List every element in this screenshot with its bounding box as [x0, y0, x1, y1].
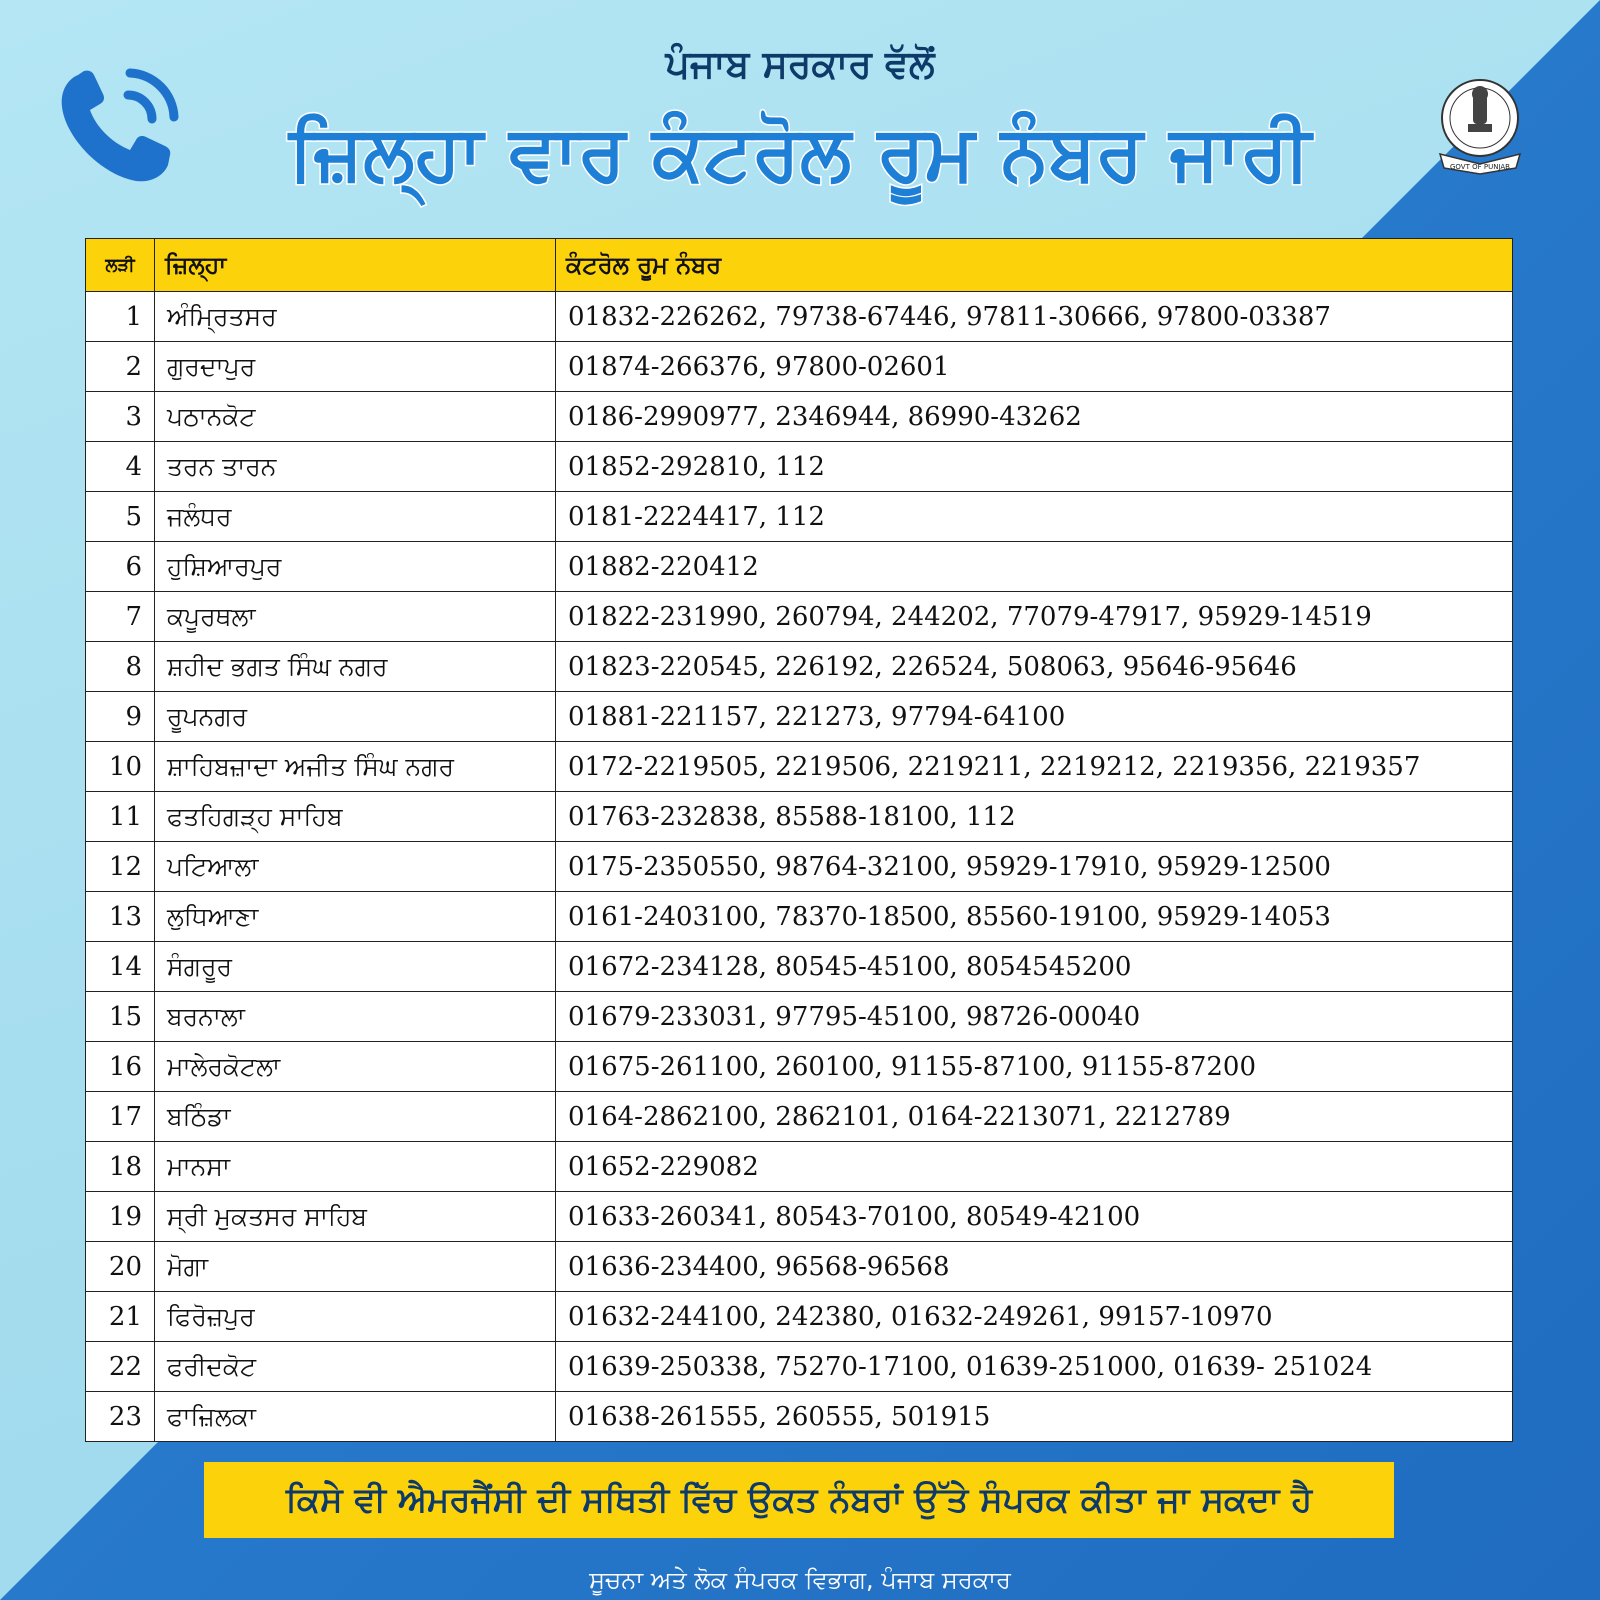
table-row — [86, 642, 1513, 692]
numbers-cell: 01822-231990, 260794, 244202, 77079-47917, 95929-14519 — [556, 592, 1513, 642]
district-cell: ਪਠਾਨਕੋਟ — [155, 392, 556, 442]
serial-cell: 22 — [86, 1342, 155, 1392]
serial-cell: 17 — [86, 1092, 155, 1142]
table-row — [86, 842, 1513, 892]
district-cell: ਕਪੂਰਥਲਾ — [155, 592, 556, 642]
numbers-cell: 01672-234128, 80545-45100, 8054545200 — [556, 942, 1513, 992]
district-cell: ਜਲੰਧਰ — [155, 492, 556, 542]
table-row — [86, 1142, 1513, 1192]
district-cell: ਤਰਨ ਤਾਰਨ — [155, 442, 556, 492]
numbers-cell: 0164-2862100, 2862101, 0164-2213071, 2212789 — [556, 1092, 1513, 1142]
column-header-numbers: ਕੰਟਰੋਲ ਰੂਮ ਨੰਬਰ — [556, 239, 1513, 292]
numbers-cell: 01636-234400, 96568-96568 — [556, 1242, 1513, 1292]
table-row — [86, 1292, 1513, 1342]
numbers-cell: 01638-261555, 260555, 501915 — [556, 1392, 1513, 1442]
district-cell: ਰੂਪਨਗਰ — [155, 692, 556, 742]
table-row — [86, 492, 1513, 542]
district-cell: ਮਾਲੇਰਕੋਟਲਾ — [155, 1042, 556, 1092]
numbers-cell: 01881-221157, 221273, 97794-64100 — [556, 692, 1513, 742]
numbers-cell: 01633-260341, 80543-70100, 80549-42100 — [556, 1192, 1513, 1242]
table-row — [86, 392, 1513, 442]
serial-cell: 12 — [86, 842, 155, 892]
table-row — [86, 592, 1513, 642]
column-header-district: ਜ਼ਿਲ੍ਹਾ — [155, 239, 556, 292]
serial-cell: 19 — [86, 1192, 155, 1242]
district-cell: ਸ਼ਹੀਦ ਭਗਤ ਸਿੰਘ ਨਗਰ — [155, 642, 556, 692]
district-cell: ਹੁਸ਼ਿਆਰਪੁਰ — [155, 542, 556, 592]
table-row — [86, 292, 1513, 342]
serial-cell: 5 — [86, 492, 155, 542]
district-cell: ਫਤਹਿਗੜ੍ਹ ਸਾਹਿਬ — [155, 792, 556, 842]
serial-cell: 11 — [86, 792, 155, 842]
numbers-cell: 01874-266376, 97800-02601 — [556, 342, 1513, 392]
subtitle: ਪੰਜਾਬ ਸਰਕਾਰ ਵੱਲੋਂ — [665, 42, 935, 86]
serial-cell: 8 — [86, 642, 155, 692]
table-row — [86, 892, 1513, 942]
table-row — [86, 342, 1513, 392]
district-cell: ਮੋਗਾ — [155, 1242, 556, 1292]
numbers-cell: 0172-2219505, 2219506, 2219211, 2219212, 2219356, 2219357 — [556, 742, 1513, 792]
numbers-cell: 01639-250338, 75270-17100, 01639-251000, 01639- 251024 — [556, 1342, 1513, 1392]
table-row — [86, 1242, 1513, 1292]
district-cell: ਅੰਮ੍ਰਿਤਸਰ — [155, 292, 556, 342]
district-cell: ਮਾਨਸਾ — [155, 1142, 556, 1192]
numbers-cell: 01852-292810, 112 — [556, 442, 1513, 492]
emergency-notice-text: ਕਿਸੇ ਵੀ ਐਮਰਜੈਂਸੀ ਦੀ ਸਥਿਤੀ ਵਿੱਚ ਉਕਤ ਨੰਬਰਾਂ ਉੱਤੇ ਸੰਪਰਕ ਕੀਤਾ ਜਾ ਸਕਦਾ ਹੈ — [285, 1480, 1313, 1520]
table-row — [86, 442, 1513, 492]
serial-cell: 14 — [86, 942, 155, 992]
district-cell: ਪਟਿਆਲਾ — [155, 842, 556, 892]
serial-cell: 18 — [86, 1142, 155, 1192]
table-row — [86, 692, 1513, 742]
district-cell: ਫਿਰੋਜ਼ਪੁਰ — [155, 1292, 556, 1342]
serial-cell: 2 — [86, 342, 155, 392]
table-row — [86, 1342, 1513, 1392]
numbers-cell: 01675-261100, 260100, 91155-87100, 91155-87200 — [556, 1042, 1513, 1092]
table-row — [86, 1092, 1513, 1142]
serial-cell: 16 — [86, 1042, 155, 1092]
serial-cell: 10 — [86, 742, 155, 792]
numbers-cell: 01832-226262, 79738-67446, 97811-30666, 97800-03387 — [556, 292, 1513, 342]
numbers-cell: 01823-220545, 226192, 226524, 508063, 95646-95646 — [556, 642, 1513, 692]
state-emblem — [1430, 70, 1530, 180]
district-cell: ਸੰਗਰੂਰ — [155, 942, 556, 992]
district-cell: ਲੁਧਿਆਣਾ — [155, 892, 556, 942]
district-cell: ਬਠਿੰਡਾ — [155, 1092, 556, 1142]
control-room-table — [85, 238, 1513, 1442]
serial-cell: 21 — [86, 1292, 155, 1342]
numbers-cell: 01652-229082 — [556, 1142, 1513, 1192]
department-credit: ਸੂਚਨਾ ਅਤੇ ਲੋਕ ਸੰਪਰਕ ਵਿਭਾਗ, ਪੰਜਾਬ ਸਰਕਾਰ — [589, 1566, 1011, 1594]
table-row — [86, 792, 1513, 842]
district-cell: ਫਰੀਦਕੋਟ — [155, 1342, 556, 1392]
district-cell: ਸ੍ਰੀ ਮੁਕਤਸਰ ਸਾਹਿਬ — [155, 1192, 556, 1242]
serial-cell: 3 — [86, 392, 155, 442]
table-row — [86, 992, 1513, 1042]
table-row — [86, 1192, 1513, 1242]
numbers-cell: 01679-233031, 97795-45100, 98726-00040 — [556, 992, 1513, 1042]
serial-cell: 15 — [86, 992, 155, 1042]
column-header-serial: ਲੜੀ — [86, 239, 155, 292]
district-cell: ਬਰਨਾਲਾ — [155, 992, 556, 1042]
serial-cell: 20 — [86, 1242, 155, 1292]
numbers-cell: 0186-2990977, 2346944, 86990-43262 — [556, 392, 1513, 442]
numbers-cell: 0161-2403100, 78370-18500, 85560-19100, 95929-14053 — [556, 892, 1513, 942]
table-row — [86, 542, 1513, 592]
table-row — [86, 1042, 1513, 1092]
serial-cell: 1 — [86, 292, 155, 342]
serial-cell: 9 — [86, 692, 155, 742]
table-row — [86, 942, 1513, 992]
table-header-row — [86, 239, 1513, 292]
table-row — [86, 1392, 1513, 1442]
numbers-cell: 01882-220412 — [556, 542, 1513, 592]
emergency-notice-banner — [204, 1462, 1394, 1538]
serial-cell: 7 — [86, 592, 155, 642]
serial-cell: 6 — [86, 542, 155, 592]
page-title: ਜ਼ਿਲ੍ਹਾ ਵਾਰ ਕੰਟਰੋਲ ਰੂਮ ਨੰਬਰ ਜਾਰੀ — [288, 108, 1312, 197]
numbers-cell: 0181-2224417, 112 — [556, 492, 1513, 542]
serial-cell: 13 — [86, 892, 155, 942]
emblem-ribbon-text: GOVT OF PUNJAB — [1450, 163, 1510, 171]
district-cell: ਫਾਜ਼ਿਲਕਾ — [155, 1392, 556, 1442]
table-body — [86, 292, 1513, 1442]
control-room-table-container — [85, 238, 1513, 1442]
numbers-cell: 01763-232838, 85588-18100, 112 — [556, 792, 1513, 842]
serial-cell: 4 — [86, 442, 155, 492]
district-cell: ਗੁਰਦਾਪੁਰ — [155, 342, 556, 392]
district-cell: ਸ਼ਾਹਿਬਜ਼ਾਦਾ ਅਜੀਤ ਸਿੰਘ ਨਗਰ — [155, 742, 556, 792]
numbers-cell: 0175-2350550, 98764-32100, 95929-17910, 95929-12500 — [556, 842, 1513, 892]
numbers-cell: 01632-244100, 242380, 01632-249261, 99157-10970 — [556, 1292, 1513, 1342]
serial-cell: 23 — [86, 1392, 155, 1442]
table-row — [86, 742, 1513, 792]
